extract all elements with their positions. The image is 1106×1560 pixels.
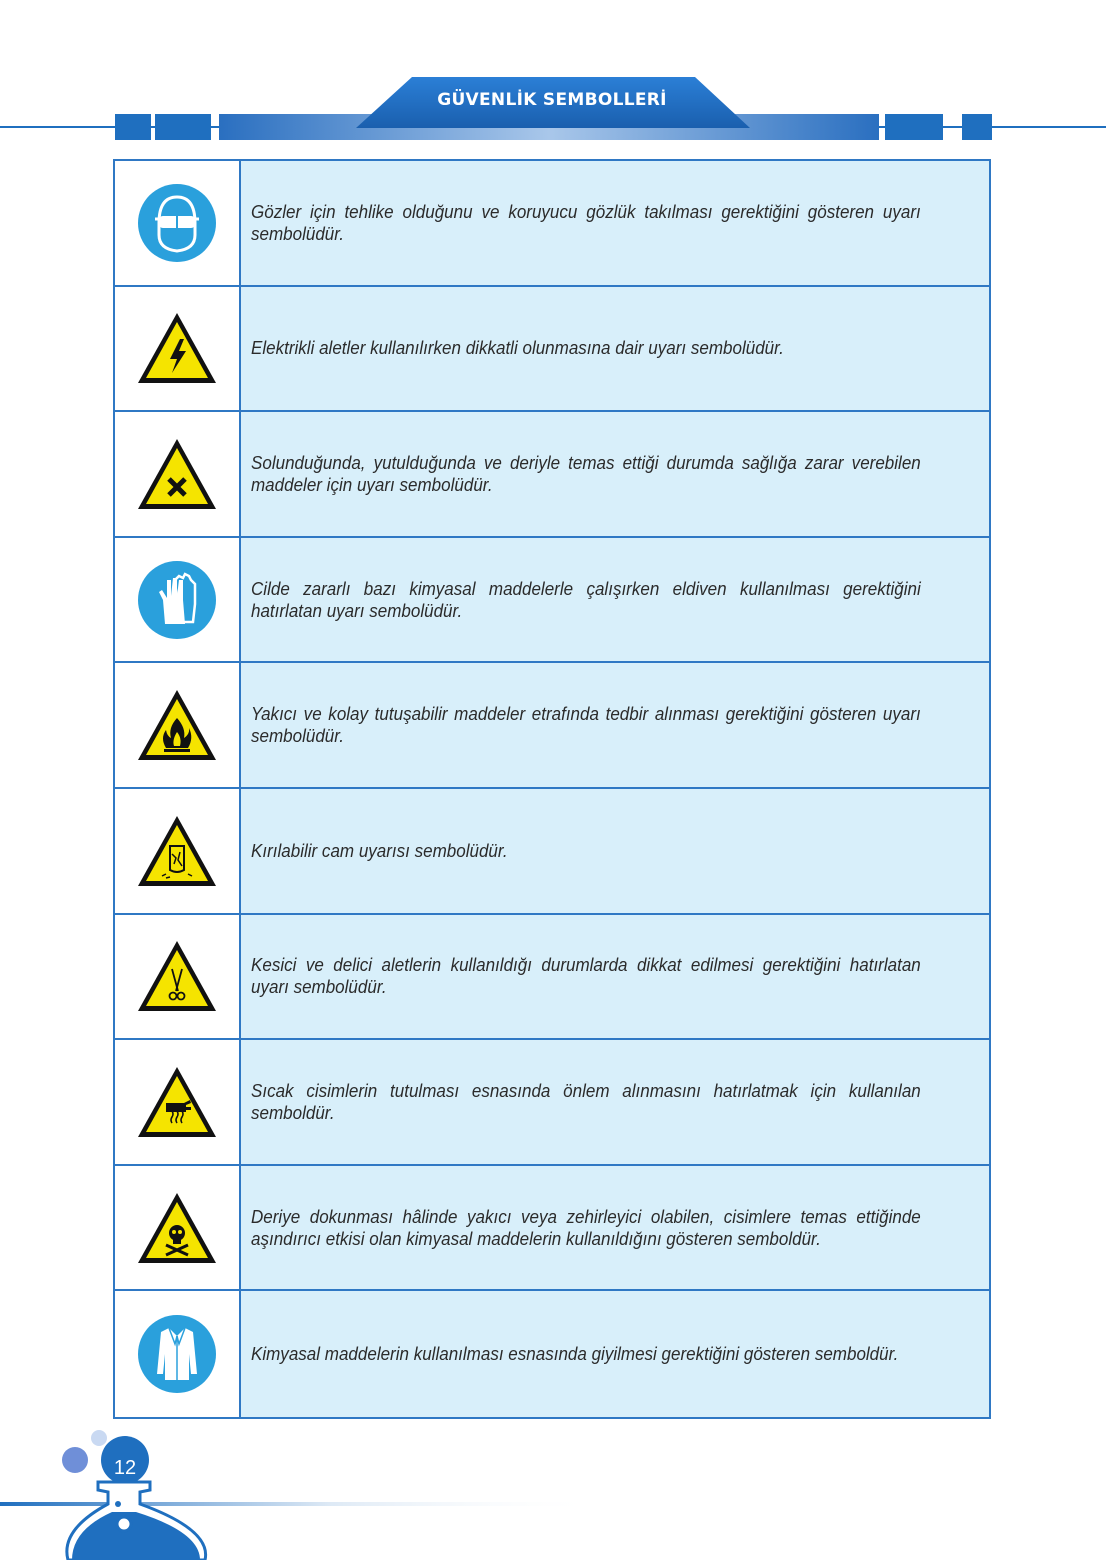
lab-coat-icon: [137, 1314, 217, 1394]
symbol-description: Sıcak cisimlerin tutulması esnasında önlem alınmasını hatırlatmak için kullanılan semboldür.: [251, 1079, 921, 1123]
sharp-objects-icon: [136, 939, 218, 1013]
table-row: [115, 1166, 989, 1292]
table-row: [115, 287, 989, 413]
description-cell: [241, 1040, 989, 1164]
icon-cell: [115, 538, 241, 662]
table-row: [115, 663, 989, 789]
protective-gloves-icon: [137, 560, 217, 640]
description-cell: [241, 538, 989, 662]
symbol-description: Gözler için tehlike olduğunu ve koruyucu gözlük takılması gerektiğini gösteren uyarı sembolüdür.: [251, 200, 921, 244]
header-decoration: [0, 0, 1106, 160]
description-cell: [241, 1166, 989, 1290]
electrical-hazard-icon: [136, 311, 218, 385]
symbol-description: Elektrikli aletler kullanılırken dikkatli olunmasına dair uyarı sembolüdür.: [251, 337, 784, 359]
breakable-glass-icon: [136, 814, 218, 888]
table-row: [115, 538, 989, 664]
table-row: [115, 1291, 989, 1417]
table-row: [115, 1040, 989, 1166]
icon-cell: [115, 1291, 241, 1417]
table-row: [115, 412, 989, 538]
safety-goggles-icon: [137, 183, 217, 263]
page-number: 12: [113, 1457, 137, 1479]
description-cell: [241, 287, 989, 411]
icon-cell: [115, 412, 241, 536]
hot-surface-icon: [136, 1065, 218, 1139]
icon-cell: [115, 663, 241, 787]
icon-cell: [115, 1166, 241, 1290]
description-cell: [241, 789, 989, 913]
icon-cell: [115, 789, 241, 913]
safety-symbols-table: [113, 159, 991, 1419]
symbol-description: Deriye dokunması hâlinde yakıcı veya zehirleyici olabilen, cisimlere temas ettiğinde aşındırıcı etkisi olan kimyasal maddelerin kullanıldığını gösteren semboldür.: [251, 1205, 921, 1249]
icon-cell: [115, 915, 241, 1039]
icon-cell: [115, 1040, 241, 1164]
description-cell: [241, 1291, 989, 1417]
symbol-description: Cilde zararlı bazı kimyasal maddelerle çalışırken eldiven kullanılması gerektiğini hatırlatan uyarı sembolüdür.: [251, 577, 921, 621]
table-row: [115, 789, 989, 915]
page-footer: [0, 1420, 1106, 1560]
description-cell: [241, 915, 989, 1039]
symbol-description: Kırılabilir cam uyarısı sembolüdür.: [251, 839, 508, 861]
description-cell: [241, 412, 989, 536]
harmful-irritant-icon: [136, 437, 218, 511]
table-row: [115, 161, 989, 287]
page-title: GÜVENLİK SEMBOLLERİ: [437, 90, 667, 110]
symbol-description: Kimyasal maddelerin kullanılması esnasında giyilmesi gerektiğini gösteren semboldür.: [251, 1343, 899, 1365]
flammable-icon: [136, 688, 218, 762]
section-header: [0, 0, 1106, 160]
icon-cell: [115, 161, 241, 285]
flask-decoration: [0, 1420, 1106, 1560]
icon-cell: [115, 287, 241, 411]
toxic-skull-icon: [136, 1191, 218, 1265]
description-cell: [241, 161, 989, 285]
table-row: [115, 915, 989, 1041]
symbol-description: Yakıcı ve kolay tutuşabilir maddeler etrafında tedbir alınması gerektiğini gösteren uyarı sembolüdür.: [251, 703, 921, 747]
description-cell: [241, 663, 989, 787]
symbol-description: Kesici ve delici aletlerin kullanıldığı durumlarda dikkat edilmesi gerektiğini hatırlatan uyarı sembolüdür.: [251, 954, 921, 998]
symbol-description: Solunduğunda, yutulduğunda ve deriyle temas ettiği durumda sağlığa zarar verebilen maddeler için uyarı sembolüdür.: [251, 451, 921, 495]
